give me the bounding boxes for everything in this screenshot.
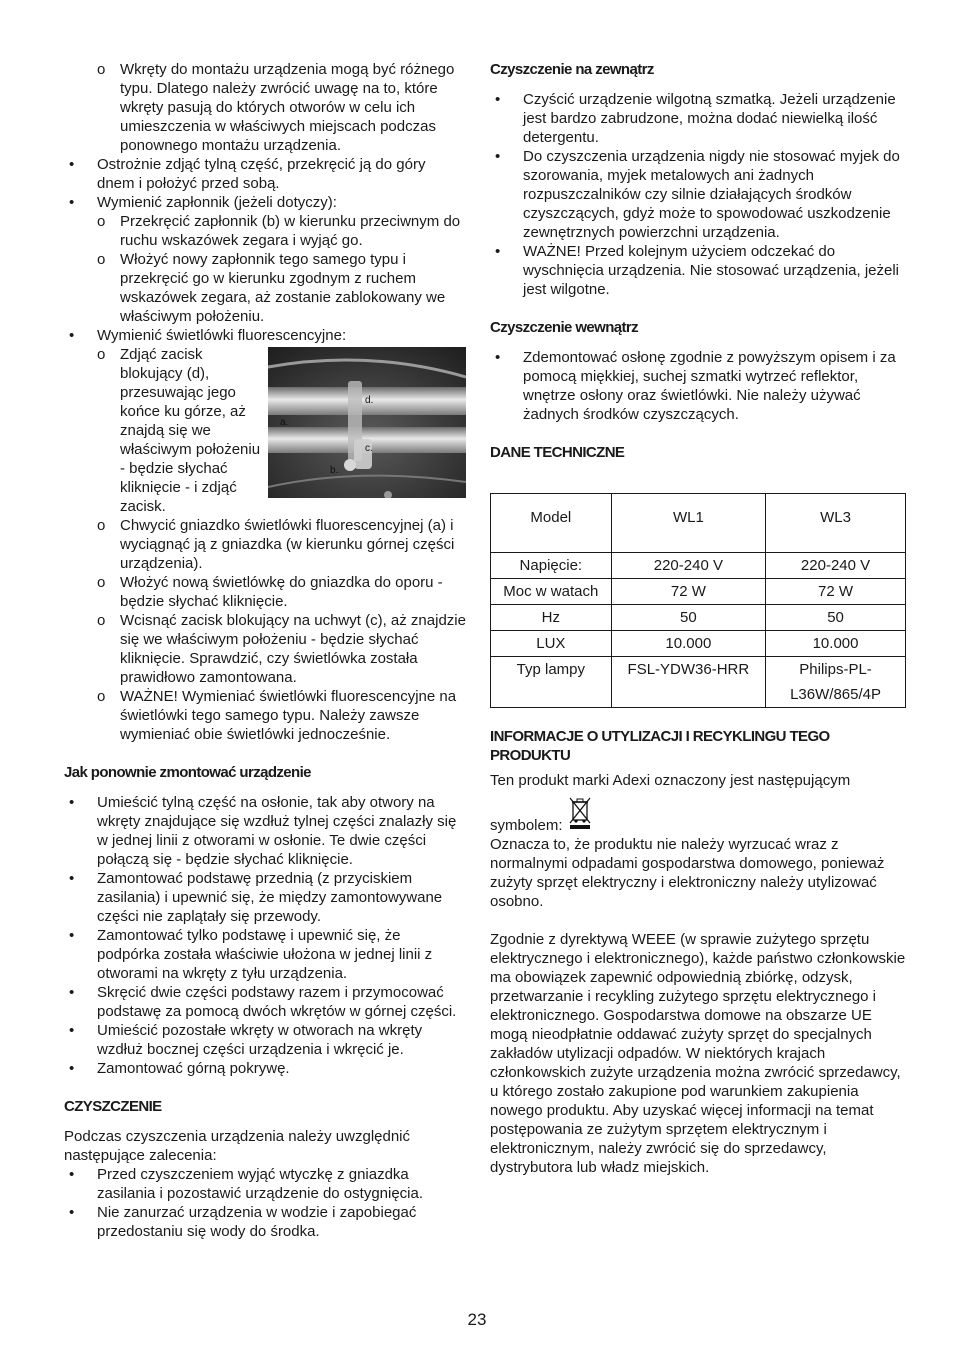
weee-bin-icon: [569, 796, 591, 835]
replacement-steps-list-2: [64, 516, 466, 744]
label-a: a.: [280, 417, 289, 428]
table-row: [491, 605, 906, 631]
table-row: [491, 553, 906, 579]
disposal-symbol-label: symbolem:: [490, 817, 563, 834]
table-row: [491, 494, 906, 553]
table-cell: 50: [766, 605, 906, 631]
table-cell: 50: [611, 605, 765, 631]
list-item: • Zamontować górną pokrywę.: [64, 1059, 466, 1078]
table-row: [491, 631, 906, 657]
remount-heading: Jak ponownie zmontować urządzenie: [64, 764, 311, 781]
table-cell: 220-240 V: [611, 553, 765, 579]
list-item: • Do czyszczenia urządzenia nigdy nie stosować myjek do szorowania, myjek metalowych ani żadnych rozpuszczalników czy silnie działających środków czyszczących, gdyż może to spowodować uszkodzenie zewnętrznych powierzchni urządzenia.: [490, 147, 906, 242]
list-item: • Zamontować podstawę przednią (z przyciskiem zasilania) i upewnić się, że między zamontowywane części nie zaplątały się przewody.: [64, 869, 466, 926]
table-cell: Moc w watach: [491, 579, 612, 605]
lamp-photo: [268, 347, 466, 498]
disposal-paragraph-2: Zgodnie z dyrektywą WEEE (w sprawie zużytego sprzętu elektrycznego i elektronicznego), każde państwo członkowskie ma obowiązek zapewnić odpowiednią zbiórkę, odzysk, przetwarzanie i recykling zużytego sprzętu elektrycznego i elektronicznego. Gospodarstwa domowe na obszarze UE mogą nieodpłatnie oddawać zużyty sprzęt do specjalnych zakładów utylizacji odpadów. W niektórych krajach członkowskich zużyte urządzenia można zwrócić sprzedawcy, u którego zostało zakupione pod warunkiem zakupienia nowego produktu. Aby uzyskać więcej informacji na temat postępowania ze zużytym sprzętem elektrycznym i elektronicznym, należy zwrócić się do sprzedawcy, dystrybutora lub władz miejskich.: [490, 931, 906, 1176]
list-item: • WAŻNE! Przed kolejnym użyciem odczekać do wyschnięcia urządzenia. Nie stosować urządzenia, jeżeli jest wilgotne.: [490, 242, 906, 299]
list-item: • Zdemontować osłonę zgodnie z powyższym opisem i za pomocą miękkiej, suchej szmatki wytrzeć reflektor, wnętrze osłony oraz świetlówki. Nie należy używać żadnych środków czyszczących.: [490, 348, 906, 424]
table-cell: 10.000: [611, 631, 765, 657]
cleaning-list: [64, 1165, 466, 1241]
list-item: • Wymienić zapłonnik (jeżeli dotyczy):: [64, 193, 466, 212]
list-item: o Zdjąć zacisk blokujący (d), przesuwając jego końce ku górze, aż znajdą się we właściwym położeniu - będzie słychać kliknięcie - i zdjąć zacisk.: [64, 345, 268, 516]
cleaning-heading: CZYSZCZENIE: [64, 1098, 162, 1115]
list-item: • Wymienić świetlówki fluorescencyjne:: [64, 326, 466, 345]
inside-cleaning-list: [490, 348, 906, 424]
table-cell: 10.000: [766, 631, 906, 657]
table-header-cell: WL3: [766, 494, 906, 553]
table-cell: 72 W: [611, 579, 765, 605]
list-item: o Włożyć nową świetlówkę do gniazdka do oporu - będzie słychać kliknięcie.: [64, 573, 466, 611]
table-cell: 72 W: [766, 579, 906, 605]
figure-row: [64, 345, 466, 516]
table-header-cell: WL1: [611, 494, 765, 553]
list-item: o WAŻNE! Wymieniać świetlówki fluorescencyjne na świetlówki tego samego typu. Należy zawsze wymieniać obie świetlówki jednocześnie.: [64, 687, 466, 744]
list-item: o Włożyć nowy zapłonnik tego samego typu i przekręcić go w kierunku zgodnym z ruchem wskazówek zegara, aż zostanie zablokowany we właściwym położeniu.: [64, 250, 466, 326]
lamp-photo-drawing: [268, 347, 466, 498]
cleaning-intro: Podczas czyszczenia urządzenia należy uwzględnić następujące zalecenia:: [64, 1128, 411, 1164]
remount-list: [64, 793, 466, 1078]
replacement-steps-list: [64, 60, 466, 345]
list-item: • Umieścić pozostałe wkręty w otworach na wkręty wzdłuż bocznej części urządzenia i wkręcić je.: [64, 1021, 466, 1059]
table-cell: Typ lampy: [491, 657, 612, 708]
right-column: [490, 60, 906, 1177]
outside-cleaning-heading: Czyszczenie na zewnątrz: [490, 61, 654, 78]
list-item: • Ostrożnie zdjąć tylną część, przekręcić ją do góry dnem i położyć przed sobą.: [64, 155, 466, 193]
table-cell: Napięcie:: [491, 553, 612, 579]
label-c: c.: [365, 443, 373, 454]
list-item: • Skręcić dwie części podstawy razem i przymocować podstawę za pomocą dwóch wkrętów w górnej części.: [64, 983, 466, 1021]
table-cell: Philips-PL-L36W/865/4P: [766, 657, 906, 708]
table-header-cell: Model: [491, 494, 612, 553]
list-item: o Wkręty do montażu urządzenia mogą być różnego typu. Dlatego należy zwrócić uwagę na to, które wkręty pasują do których otworów w celu ich umieszczenia w właściwych miejscach podczas ponownego montażu urządzenia.: [64, 60, 466, 155]
outside-cleaning-list: [490, 90, 906, 299]
page-number: 23: [467, 1310, 487, 1329]
inside-cleaning-heading: Czyszczenie wewnątrz: [490, 319, 639, 336]
table-row: [491, 657, 906, 708]
table-cell: Hz: [491, 605, 612, 631]
disposal-symbol-line: [490, 796, 906, 835]
list-item: • Czyścić urządzenie wilgotną szmatką. Jeżeli urządzenie jest bardzo zabrudzone, można dodać niewielką ilość detergentu.: [490, 90, 906, 147]
disposal-heading: INFORMACJE O UTYLIZACJI I RECYKLINGU TEGO PRODUKTU: [490, 728, 830, 764]
tech-data-heading: DANE TECHNICZNE: [490, 444, 625, 461]
list-item: o Chwycić gniazdko świetlówki fluorescencyjnej (a) i wyciągnąć ją z gniazdka (w kierunku górnej części urządzenia).: [64, 516, 466, 573]
left-column: [64, 60, 466, 1241]
list-item: • Przed czyszczeniem wyjąć wtyczkę z gniazdka zasilania i pozostawić urządzenie do ostygnięcia.: [64, 1165, 466, 1203]
label-b: b.: [330, 465, 339, 476]
disposal-paragraph-1: Oznacza to, że produktu nie należy wyrzucać wraz z normalnymi odpadami gospodarstwa domowego, ponieważ zużyty sprzęt elektryczny i elektroniczny należy utylizować osobno.: [490, 836, 885, 910]
table-cell: 220-240 V: [766, 553, 906, 579]
disposal-line: Ten produkt marki Adexi oznaczony jest następującym: [490, 772, 851, 789]
table-cell: FSL-YDW36-HRR: [611, 657, 765, 708]
list-item: o Przekręcić zapłonnik (b) w kierunku przeciwnym do ruchu wskazówek zegara i wyjąć go.: [64, 212, 466, 250]
list-item: o Wcisnąć zacisk blokujący na uchwyt (c), aż znajdzie się we właściwym położeniu - będzie słychać kliknięcie. Sprawdzić, czy świetlówka została prawidłowo zamontowana.: [64, 611, 466, 687]
label-d: d.: [365, 395, 374, 406]
list-item: • Zamontować tylko podstawę i upewnić się, że podpórka została właściwie ułożona w jednej linii z otworami na wkręty z tyłu urządzenia.: [64, 926, 466, 983]
tech-data-table: [490, 493, 906, 708]
list-item: • Nie zanurzać urządzenia w wodzie i zapobiegać przedostaniu się wody do środka.: [64, 1203, 466, 1241]
table-cell: LUX: [491, 631, 612, 657]
table-row: [491, 579, 906, 605]
list-item: • Umieścić tylną część na osłonie, tak aby otwory na wkręty znajdujące się wzdłuż tylnej części znalazły się w jednej linii z otworami w osłonie. Te dwie części połączą się - będzie słychać kliknięcie.: [64, 793, 466, 869]
